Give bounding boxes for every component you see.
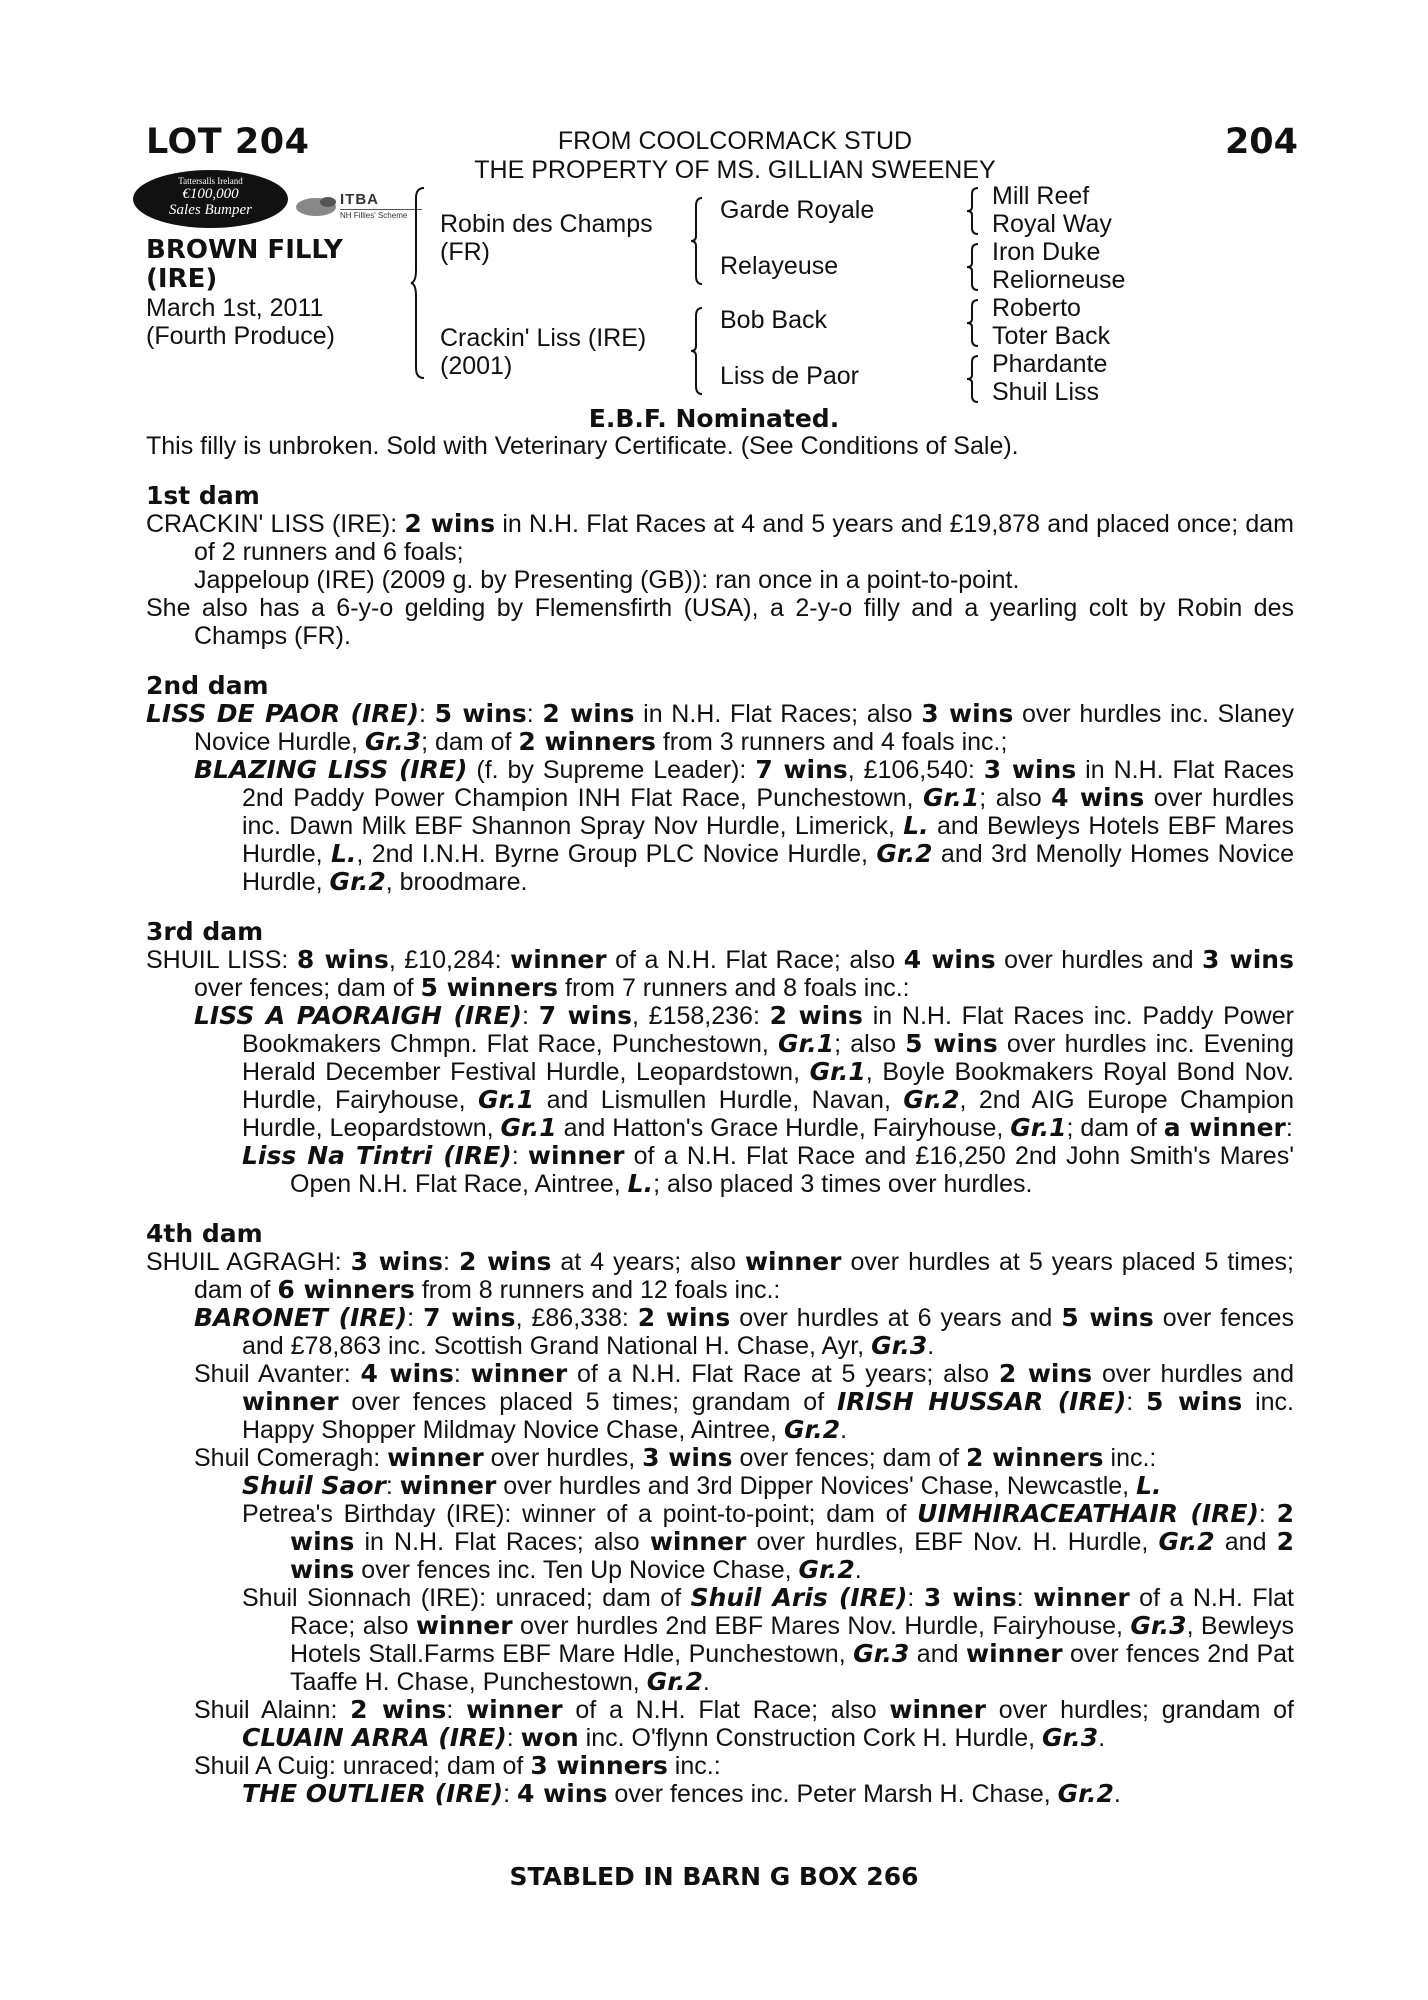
itba-subtitle: NH Fillies' Scheme (340, 211, 408, 220)
pedigree-sds: Iron Duke (992, 238, 1101, 266)
dam4-produce-2: Shuil Avanter: 4 wins: winner of a N.H. Flat Race at 5 years; also 2 wins over hurdles and winner over fences placed 5 times; grandam of IRISH HUSSAR (IRE): 5 wins inc. Happy Shopper Mildmay Novice Chase, Aintree, Gr.2. (194, 1359, 1294, 1444)
pedigree-sss: Mill Reef (992, 182, 1090, 210)
dam1-entry: CRACKIN' LISS (IRE): 2 wins in N.H. Flat Races at 4 and 5 years and £19,878 and placed once; dam of 2 runners and 6 foals; (146, 509, 1295, 566)
dam3-produce-1: LISS A PAORAIGH (IRE): 7 wins, £158,236: 2 wins in N.H. Flat Races inc. Paddy Power Bookmakers Chmpn. Flat Race, Punchestown, Gr.1; also 5 wins over hurdles inc. Evening Herald December Festival Hurdle, Leopardstown, Gr.1, Boyle Bookmakers Royal Bond Nov. Hurdle, Fairyhouse, Gr.1 and Lismullen Hurdle, Navan, Gr.2, 2nd AIG Europe Champion Hurdle, Leopardstown, Gr.1 and Hatton's Grace Hurdle, Fairyhouse, Gr.1; dam of a winner: (194, 1001, 1294, 1142)
lot-number: 204 (1224, 122, 1298, 162)
dam4-produce-3: Shuil Comeragh: winner over hurdles, 3 wins over fences; dam of 2 winners inc.: (194, 1443, 1157, 1472)
horse-origin: (IRE) (146, 264, 218, 294)
sales-bumper-badge (133, 170, 288, 228)
section-4th-dam: 4th dam (146, 1219, 263, 1248)
dam4-produce-1: BARONET (IRE): 7 wins, £86,338: 2 wins over hurdles at 6 years and 5 wins over fences and £78,863 inc. Scottish Grand National H. Chase, Ayr, Gr.3. (194, 1303, 1294, 1360)
horse-birth-info (146, 294, 335, 350)
pedigree-dsd: Toter Back (992, 322, 1111, 350)
itba-badge (294, 191, 424, 221)
pedigree-sire: Robin des Champs (FR) (440, 210, 653, 266)
pedigree-ddd: Shuil Liss (992, 378, 1099, 406)
section-1st-dam: 1st dam (146, 481, 260, 510)
pedigree-sire-dam: Relayeuse (720, 252, 839, 280)
horse-sex-colour: BROWN FILLY (146, 235, 343, 265)
pedigree-brace-2 (966, 242, 982, 292)
dam4-produce-4: Shuil Alainn: 2 wins: winner of a N.H. Flat Race; also winner over hurdles; grandam of CLUAIN ARRA (IRE): won inc. O'flynn Construction Cork H. Hurdle, Gr.3. (194, 1695, 1294, 1752)
dam4-produce-5: Shuil A Cuig: unraced; dam of 3 winners inc.: (194, 1751, 721, 1780)
pedigree-dds: Phardante (992, 350, 1108, 378)
bumper-name: Sales Bumper (169, 202, 252, 218)
pedigree-dam-sire: Bob Back (720, 306, 828, 334)
vendor-block (400, 127, 1070, 185)
produce-note: (Fourth Produce) (146, 322, 335, 350)
sale-note: This filly is unbroken. Sold with Veterinary Certificate. (See Conditions of Sale). (146, 432, 1019, 460)
ebf-nominated: E.B.F. Nominated. (588, 404, 840, 433)
from-line: FROM COOLCORMACK STUD (557, 127, 913, 155)
bumper-amount: €100,000 (182, 186, 239, 202)
property-line: THE PROPERTY OF MS. GILLIAN SWEENEY (474, 156, 996, 184)
dam4-produce-3a: Shuil Saor: winner over hurdles and 3rd Dipper Novices' Chase, Newcastle, L. (242, 1471, 1162, 1500)
horse-logo-icon (294, 193, 338, 219)
pedigree-sire-sire: Garde Royale (720, 196, 875, 224)
dam3-entry: SHUIL LISS: 8 wins, £10,284: winner of a N.H. Flat Race; also 4 wins over hurdles and 3 wins over fences; dam of 5 winners from 7 runners and 8 foals inc.: (146, 945, 1294, 1002)
stabling-info: STABLED IN BARN G BOX 266 (509, 1862, 919, 1891)
dam1-produce-note: She also has a 6-y-o gelding by Flemensfirth (USA), a 2-y-o filly and a yearling colt by Robin des Champs (FR). (146, 594, 1294, 650)
dam1-produce-1: Jappeloup (IRE) (2009 g. by Presenting (GB)): ran once in a point-to-point. (194, 566, 1020, 594)
birth-date: March 1st, 2011 (146, 294, 324, 322)
pedigree-dss: Roberto (992, 294, 1081, 322)
pedigree-dam: Crackin' Liss (IRE) (2001) (440, 324, 647, 380)
pedigree-brace-3 (966, 298, 982, 348)
dam4-produce-5a: THE OUTLIER (IRE): 4 wins over fences inc. Peter Marsh H. Chase, Gr.2. (242, 1779, 1121, 1808)
horse-description (146, 236, 343, 294)
pedigree-dam-dam: Liss de Paor (720, 362, 859, 390)
dam3-produce-2: Liss Na Tintri (IRE): winner of a N.H. Flat Race and £16,250 2nd John Smith's Mares' Open N.H. Flat Race, Aintree, L.; also placed 3 times over hurdles. (242, 1141, 1294, 1198)
pedigree-brace-sire (690, 196, 706, 286)
itba-title: ITBA (340, 191, 379, 208)
dam4-produce-3b: Petrea's Birthday (IRE): winner of a point-to-point; dam of UIMHIRACEATHAIR (IRE): 2 wins in N.H. Flat Races; also winner over hurdles, EBF Nov. H. Hurdle, Gr.2 and 2 wins over fences inc. Ten Up Novice Chase, Gr.2. (242, 1499, 1294, 1584)
dam4-entry: SHUIL AGRAGH: 3 wins: 2 wins at 4 years; also winner over hurdles at 5 years placed 5 times; dam of 6 winners from 8 runners and 12 foals inc.: (146, 1247, 1294, 1304)
lot-label: LOT 204 (146, 122, 310, 162)
bumper-sponsor: Tattersalls Ireland (178, 176, 243, 186)
section-3rd-dam: 3rd dam (146, 917, 264, 946)
pedigree-brace-4 (966, 354, 982, 404)
pedigree-brace-1 (966, 186, 982, 236)
section-2nd-dam: 2nd dam (146, 671, 269, 700)
pedigree-brace-main (410, 186, 430, 380)
dam2-entry: LISS DE PAOR (IRE): 5 wins: 2 wins in N.H. Flat Races; also 3 wins over hurdles inc. Slaney Novice Hurdle, Gr.3; dam of 2 winners from 3 runners and 4 foals inc.; (146, 699, 1294, 756)
pedigree-sdd: Reliorneuse (992, 266, 1126, 294)
catalogue-body (146, 432, 1294, 1808)
dam2-produce-1: BLAZING LISS (IRE) (f. by Supreme Leader): 7 wins, £106,540: 3 wins in N.H. Flat Races 2nd Paddy Power Champion INH Flat Race, Punchestown, Gr.1; also 4 wins over hurdles inc. Dawn Milk EBF Shannon Spray Nov Hurdle, Limerick, L. and Bewleys Hotels EBF Mares Hurdle, L., 2nd I.N.H. Byrne Group PLC Novice Hurdle, Gr.2 and 3rd Menolly Homes Novice Hurdle, Gr.2, broodmare. (194, 755, 1294, 896)
pedigree-brace-dam (690, 306, 706, 396)
dam4-produce-3c: Shuil Sionnach (IRE): unraced; dam of Shuil Aris (IRE): 3 wins: winner of a N.H. Flat Race; also winner over hurdles 2nd EBF Mares Nov. Hurdle, Fairyhouse, Gr.3, Bewleys Hotels Stall.Farms EBF Mare Hdle, Punchestown, Gr.3 and winner over fences 2nd Pat Taaffe H. Chase, Punchestown, Gr.2. (242, 1583, 1295, 1696)
pedigree-ssd: Royal Way (992, 210, 1112, 238)
